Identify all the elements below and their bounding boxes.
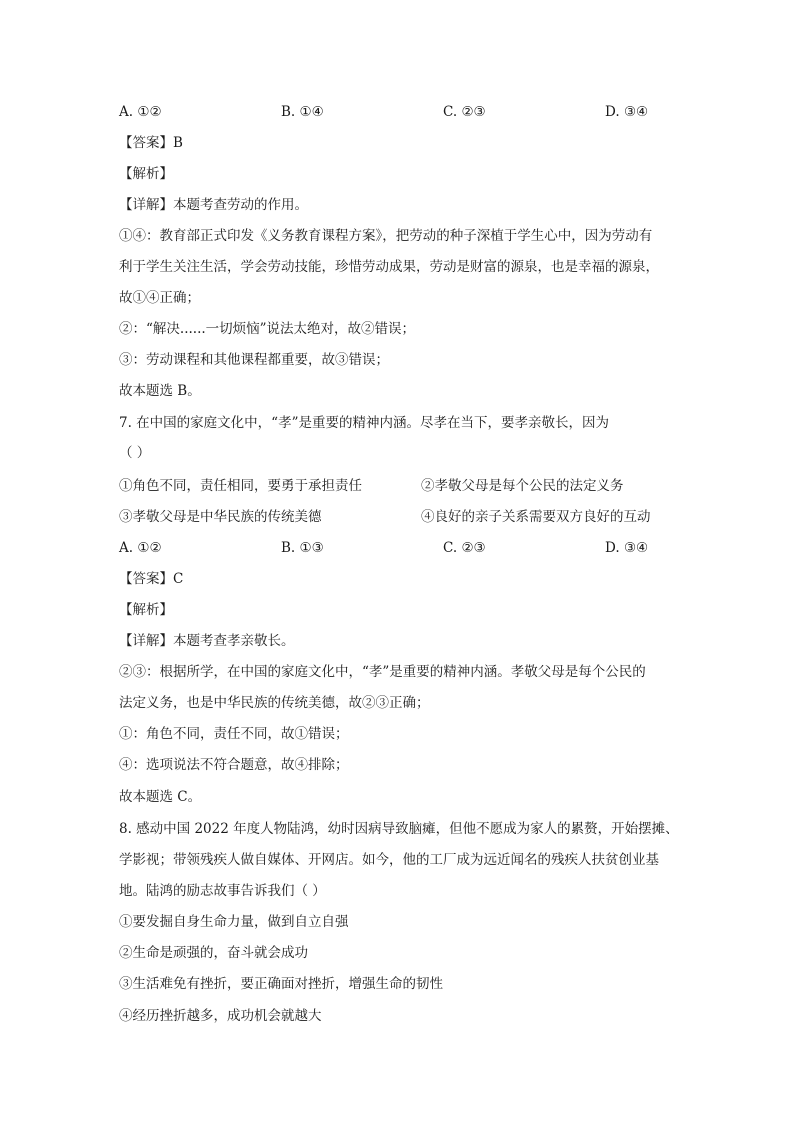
q8-stem-line: 8. 感动中国 2022 年度人物陆鸿，幼时因病导致脑瘫，但他不愿成为家人的累赘，开始摆摊、 <box>119 821 679 837</box>
q7-stem: 7. 在中国的家庭文化中，“孝”是重要的精神内涵。尽孝在当下，要孝亲敬长，因为 <box>119 415 609 431</box>
q7-answer: 【答案】C <box>119 571 184 587</box>
q7-explanation-line: 法定义务，也是中华民族的传统美德，故②③正确； <box>119 695 430 711</box>
q7-option-b: B. ①③ <box>281 540 324 556</box>
q6-explanation-line: 利于学生关注生活，学会劳动技能，珍惜劳动成果，劳动是财富的源泉，也是幸福的源泉， <box>119 259 659 275</box>
q6-option-c: C. ②③ <box>443 104 486 120</box>
q6-detail: 【详解】本题考查劳动的作用。 <box>119 197 308 213</box>
q6-option-d: D. ③④ <box>605 104 649 120</box>
q6-explanation-line: ①④：教育部正式印发《义务教育课程方案》，把劳动的种子深植于学生心中，因为劳动有 <box>119 228 653 244</box>
q8-statement-3: ③生活难免有挫折，要正确面对挫折，增强生命的韧性 <box>119 976 443 992</box>
q6-conclusion: 故本题选 B。 <box>119 383 201 399</box>
q6-explanation-line: ②：“解决......一切烦恼”说法太绝对，故②错误； <box>119 321 416 337</box>
q6-explanation-line: ③：劳动课程和其他课程都重要，故③错误； <box>119 352 389 368</box>
q8-statement-4: ④经历挫折越多，成功机会就越大 <box>119 1008 322 1024</box>
q6-explanation-line: 故①④正确； <box>119 290 200 306</box>
q6-analysis-label: 【解析】 <box>119 166 173 182</box>
q7-blank: （ ） <box>119 445 151 461</box>
q8-statement-2: ②生命是顽强的，奋斗就会成功 <box>119 945 308 961</box>
q7-option-c: C. ②③ <box>443 540 486 556</box>
q6-option-a: A. ①② <box>119 104 162 120</box>
q7-explanation-line: ④：选项说法不符合题意，故④排除； <box>119 757 349 773</box>
q8-stem-line: 地。陆鸿的励志故事告诉我们（ ） <box>119 883 326 899</box>
q7-option-d: D. ③④ <box>605 540 649 556</box>
q7-statement-4: ④良好的亲子关系需要双方良好的互动 <box>421 509 651 525</box>
q7-statement-1: ①角色不同，责任相同，要勇于承担责任 <box>119 478 362 494</box>
q7-analysis-label: 【解析】 <box>119 602 173 618</box>
q7-statement-2: ②孝敬父母是每个公民的法定义务 <box>421 478 624 494</box>
q7-explanation-line: ①：角色不同，责任不同，故①错误； <box>119 726 349 742</box>
q7-conclusion: 故本题选 C。 <box>119 789 202 805</box>
q6-answer: 【答案】B <box>119 135 183 151</box>
q8-statement-1: ①要发掘自身生命力量，做到自立自强 <box>119 914 349 930</box>
q7-statement-3: ③孝敬父母是中华民族的传统美德 <box>119 509 322 525</box>
q7-option-a: A. ①② <box>119 540 162 556</box>
q7-detail: 【详解】本题考查孝亲敬长。 <box>119 633 295 649</box>
q7-explanation-line: ②③：根据所学，在中国的家庭文化中，“孝”是重要的精神内涵。孝敬父母是每个公民的 <box>119 664 646 680</box>
q8-stem-line: 学影视；带领残疾人做自媒体、开网店。如今，他的工厂成为远近闻名的残疾人扶贫创业基 <box>119 852 659 868</box>
q6-option-b: B. ①④ <box>281 104 324 120</box>
